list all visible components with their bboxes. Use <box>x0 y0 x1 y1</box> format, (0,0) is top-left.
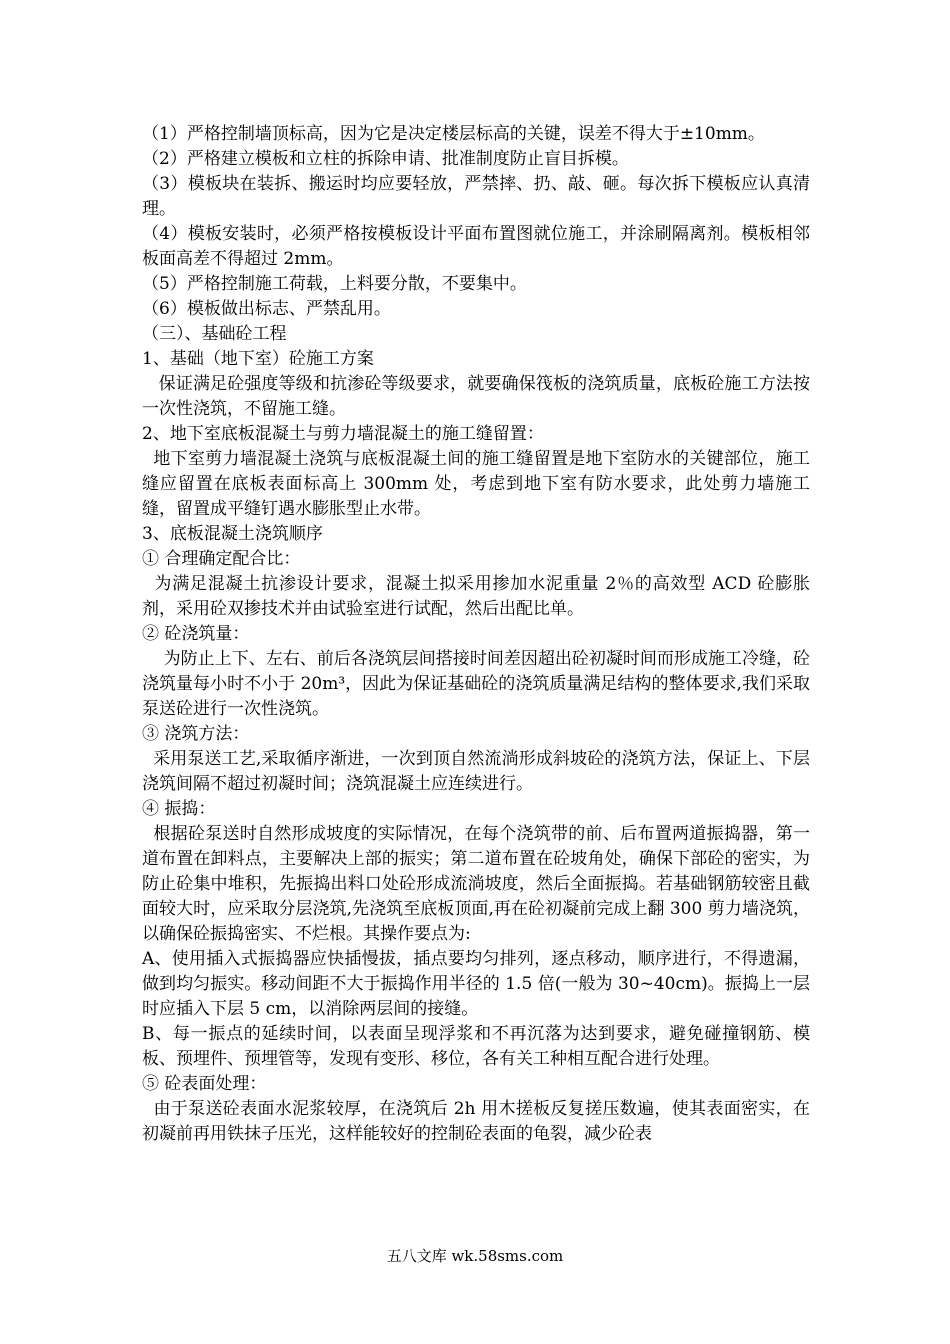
paragraph-9: 保证满足砼强度等级和抗渗砼等级要求，就要确保筏板的浇筑质量，底板砼施工方法按一次性浇筑，不留施工缝。 <box>142 374 811 419</box>
paragraph-2: （2）严格建立模板和立柱的拆除申请、批准制度防止盲目拆模。 <box>142 149 629 169</box>
paragraph-21: A、使用插入式振捣器应快插慢拔，插点要均匀排列，逐点移动，顺序进行，不得遗漏，做到均匀振实。移动间距不大于振捣作用半径的 1.5 倍(一般为 30~40cm)。振捣上一层时应插入下层 5 cm，以消除两层间的接缝。 <box>142 949 810 1019</box>
paragraph-1: （1）严格控制墙顶标高，因为它是决定楼层标高的关键，误差不得大于±10mm。 <box>142 124 765 144</box>
item-heading-1: ① 合理确定配合比： <box>142 549 301 569</box>
paragraph-4: （4）模板安装时，必须严格按模板设计平面布置图就位施工，并涂刷隔离剂。模板相邻板面高差不得超过 2mm。 <box>142 224 810 269</box>
page-footer: 五八文库 wk.58sms.com <box>386 1247 564 1265</box>
paragraph-16: 为防止上下、左右、前后各浇筑层间搭接时间差因超出砼初凝时间而形成施工冷缝，砼浇筑量每小时不小于 20m³，因此为保证基础砼的浇筑质量满足结构的整体要求,我们采取泵送砼进行一次性浇筑。 <box>142 649 810 719</box>
paragraph-18: 采用泵送工艺,采取循序渐进，一次到顶自然流淌形成斜坡砼的浇筑方法，保证上、下层浇筑间隔不超过初凝时间；浇筑混凝土应连续进行。 <box>142 749 811 794</box>
paragraph-24: 由于泵送砼表面水泥浆较厚，在浇筑后 2h 用木搓板反复搓压数遍，使其表面密实，在初凝前再用铁抹子压光，这样能较好的控制砼表面的龟裂，减少砼表 <box>142 1099 811 1144</box>
paragraph-5: （5）严格控制施工荷载，上料要分散，不要集中。 <box>142 274 527 294</box>
item-heading-3: ③ 浇筑方法： <box>142 724 250 744</box>
paragraph-22: B、每一振点的延续时间，以表面呈现浮浆和不再沉落为达到要求，避免碰撞钢筋、模板、预埋件、预埋管等，发现有变形、移位，各有关工种相互配合进行处理。 <box>142 1024 810 1069</box>
subheading-1: 1、基础（地下室）砼施工方案 <box>142 349 374 369</box>
paragraph-11: 地下室剪力墙混凝土浇筑与底板混凝土间的施工缝留置是地下室防水的关键部位，施工缝应留置在底板表面标高上 300mm 处，考虑到地下室有防水要求，此处剪力墙施工缝，留置成平缝钉遇水膨胀型止水带。 <box>142 449 811 519</box>
paragraph-3: （3）模板块在装拆、搬运时均应要轻放，严禁摔、扔、敲、砸。每次拆下模板应认真清理。 <box>142 174 810 219</box>
subheading-2: 2、地下室底板混凝土与剪力墙混凝土的施工缝留置： <box>142 424 544 444</box>
item-heading-4: ④ 振捣： <box>142 799 216 819</box>
subheading-3: 3、底板混凝土浇筑顺序 <box>142 524 323 544</box>
item-heading-5: ⑤ 砼表面处理： <box>142 1074 267 1094</box>
paragraph-6: （6）模板做出标志、严禁乱用。 <box>142 299 391 319</box>
paragraph-14: 为满足混凝土抗渗设计要求，混凝土拟采用掺加水泥重量 2％的高效型 ACD 砼膨胀剂，采用砼双掺技术并由试验室进行试配，然后出配比单。 <box>142 574 810 619</box>
document-body <box>142 122 810 1147</box>
paragraph-20: 根据砼泵送时自然形成坡度的实际情况，在每个浇筑带的前、后布置两道振捣器，第一道布置在卸料点，主要解决上部的振实；第二道布置在砼坡角处，确保下部砼的密实，为防止砼集中堆积，先振捣出料口处砼形成流淌坡度，然后全面振捣。若基础钢筋较密且截面较大时，应采取分层浇筑,先浇筑至底板顶面,再在砼初凝前完成上翻 300 剪力墙浇筑，以确保砼振捣密实、不烂根。其操作要点为: <box>142 824 811 944</box>
item-heading-2: ② 砼浇筑量： <box>142 624 250 644</box>
section-heading: （三）、基础砼工程 <box>142 324 287 344</box>
